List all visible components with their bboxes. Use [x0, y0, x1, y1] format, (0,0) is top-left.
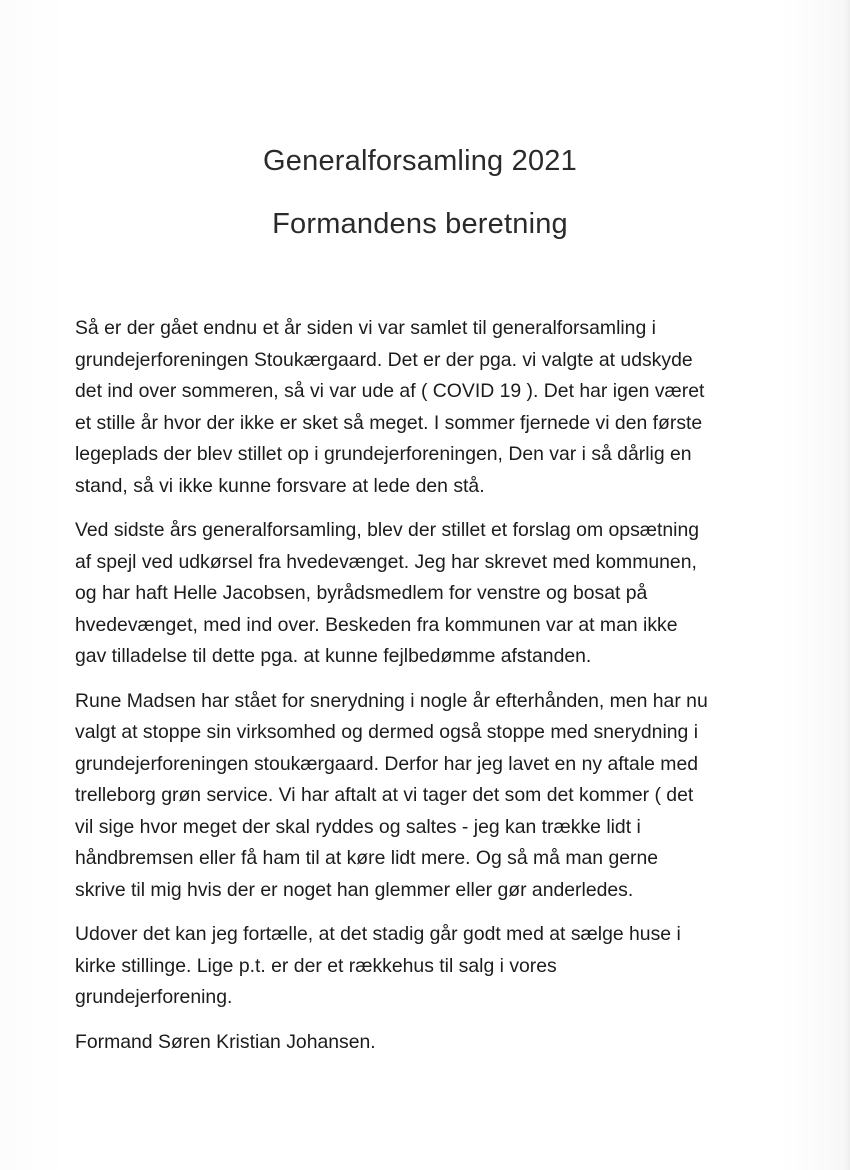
paragraph-snow-clearing	[75, 686, 765, 907]
text-line: Rune Madsen har stået for snerydning i nogle år efterhånden, men har nu	[75, 689, 708, 712]
text-line: hvedevænget, med ind over. Beskeden fra kommunen var at man ikke	[75, 613, 678, 636]
text-line: et stille år hvor der ikke er sket så meget. I sommer fjernede vi den første	[75, 411, 703, 434]
text-line: det ind over sommeren, så vi var ude af ( COVID 19 ). Det har igen været	[75, 380, 705, 402]
document-body	[75, 313, 765, 1071]
signature-line	[75, 1027, 765, 1059]
document-subtitle: Formandens beretning	[272, 208, 568, 240]
paragraph-mirror-proposal	[75, 515, 765, 673]
text-line: håndbremsen eller få ham til at køre lidt mere. Og så må man gerne	[75, 847, 659, 869]
text-line: stand, så vi ikke kunne forsvare at lede den stå.	[75, 474, 485, 497]
text-line: af spejl ved udkørsel fra hvedevænget. Jeg har skrevet med kommunen,	[75, 550, 697, 573]
document-title: Generalforsamling 2021	[263, 145, 577, 177]
text-line: Formand Søren Kristian Johansen.	[75, 1030, 376, 1053]
text-line: grundejerforeningen Stoukærgaard. Det er der pga. vi valgte at udskyde	[75, 348, 693, 371]
text-line: skrive til mig hvis der er noget han glemmer eller gør anderledes.	[75, 878, 634, 901]
paragraph-housing	[75, 919, 765, 1014]
text-line: og har haft Helle Jacobsen, byrådsmedlem for venstre og bosat på	[75, 582, 648, 604]
text-line: grundejerforeningen stoukærgaard. Derfor har jeg lavet en ny aftale med	[75, 752, 699, 775]
text-line: gav tilladelse til dette pga. at kunne fejlbedømme afstanden.	[75, 645, 592, 667]
text-line: valgt at stoppe sin virksomhed og dermed også stoppe med snerydning i	[75, 721, 699, 743]
text-line: kirke stillinge. Lige p.t. er der et rækkehus til salg i vores	[75, 954, 557, 977]
text-line: vil sige hvor meget der skal ryddes og saltes - jeg kan trække lidt i	[75, 815, 641, 838]
text-line: trelleborg grøn service. Vi har aftalt at vi tager det som det kommer ( det	[75, 784, 694, 806]
text-line: Udover det kan jeg fortælle, at det stadig går godt med at sælge huse i	[75, 923, 681, 945]
text-line: legeplads der blev stillet op i grundejerforeningen, Den var i så dårlig en	[75, 443, 692, 465]
text-line: Så er der gået endnu et år siden vi var samlet til generalforsamling i	[75, 317, 656, 339]
paragraph-intro	[75, 313, 765, 502]
text-line: Ved sidste års generalforsamling, blev der stillet et forslag om opsætning	[75, 519, 700, 541]
scan-edge-shadow	[844, 0, 850, 1170]
text-line: grundejerforening.	[75, 986, 233, 1008]
